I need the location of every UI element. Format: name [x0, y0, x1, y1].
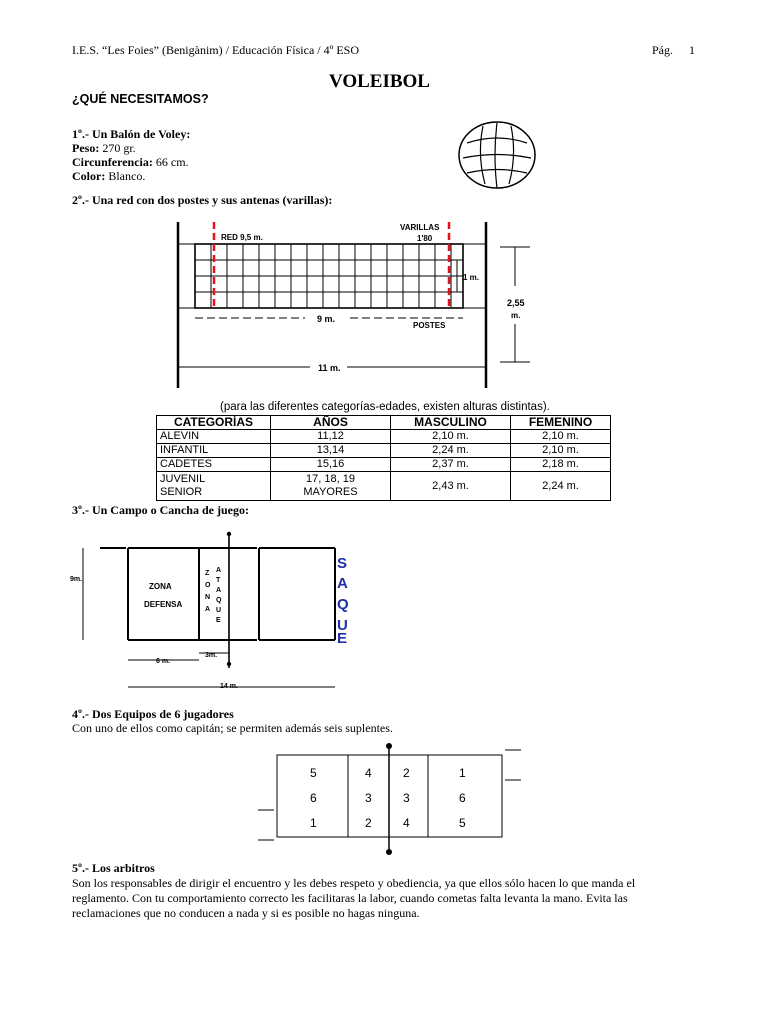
header-anos: AÑOS	[271, 416, 391, 430]
rotation-diagram	[255, 740, 525, 860]
position-cell: 2	[365, 816, 372, 830]
position-cell: 6	[310, 791, 317, 805]
attack-zone-a2: A	[216, 587, 222, 594]
categories-note: (para las diferentes categorías-edades, existen alturas distintas).	[220, 401, 550, 413]
referees-line: reclamaciones que no conducen a nada y si es posible no hagas ninguna.	[72, 906, 420, 920]
table-cell	[157, 472, 271, 501]
attack-zone-o: O	[205, 582, 211, 589]
page-header-left: I.E.S. “Les Foies” (Benigànim) / Educación Física / 4º ESO	[72, 43, 359, 57]
circumference-value: 66 cm.	[152, 155, 189, 169]
table-cell: 2,18 m.	[511, 458, 611, 472]
position-cell: 4	[365, 766, 372, 780]
attack-zone-t: T	[216, 577, 221, 584]
table-cell: INFANTIL	[157, 444, 271, 458]
defense-zone-label-1: ZONA	[149, 582, 172, 591]
teams-text: Con uno de ellos como capitán; se permiten además seis suplentes.	[72, 721, 393, 735]
posts-label: POSTES	[413, 321, 446, 330]
header-masculino: MASCULINO	[391, 416, 511, 430]
categories-table	[156, 415, 611, 501]
table-cell: 2,43 m.	[391, 472, 511, 501]
position-cell: 5	[310, 766, 317, 780]
position-cell: 4	[403, 816, 410, 830]
court-width-label: 9m.	[70, 576, 83, 583]
table-cell: 13,14	[271, 444, 391, 458]
position-cell: 1	[459, 766, 466, 780]
table-cell: CADETES	[157, 458, 271, 472]
table-row	[157, 458, 611, 472]
court-heading: 3º.- Un Campo o Cancha de juego:	[72, 503, 249, 517]
three-meter-label: 3m.	[205, 652, 218, 659]
net-heading: 2º.- Una red con dos postes y sus antenas (varillas):	[72, 193, 333, 207]
table-cell: 2,10 m.	[511, 444, 611, 458]
table-row	[157, 444, 611, 458]
attack-zone-z: Z	[205, 570, 210, 577]
attack-zone-e: E	[216, 617, 221, 624]
varillas-length-label: 1'80	[417, 234, 433, 243]
six-meter-label: 6 m.	[156, 658, 171, 665]
table-cell: 11,12	[271, 430, 391, 444]
attack-zone-n: N	[205, 594, 211, 601]
position-cell: 1	[310, 816, 317, 830]
nine-meter-label: 9 m.	[317, 314, 336, 324]
section-subtitle: ¿QUÉ NECESITAMOS?	[72, 92, 209, 106]
circumference-label: Circunferencia:	[72, 155, 153, 169]
table-cell	[271, 472, 391, 501]
net-height-unit: m.	[511, 311, 521, 320]
attack-zone-a: A	[205, 606, 211, 613]
table-cell: ALEVIN	[157, 430, 271, 444]
years-senior: MAYORES	[303, 486, 358, 498]
court-diagram	[70, 530, 370, 695]
category-senior: SENIOR	[160, 486, 203, 498]
color-label: Color:	[72, 169, 106, 183]
saque-letter-q: Q	[337, 596, 349, 613]
teams-section	[72, 707, 393, 735]
ball-heading: 1º.- Un Balón de Voley:	[72, 127, 191, 141]
table-cell: 15,16	[271, 458, 391, 472]
volleyball-illustration	[455, 118, 540, 193]
table-cell: 2,37 m.	[391, 458, 511, 472]
fourteen-meter-label: 14 m.	[220, 683, 238, 690]
attack-zone-q: Q	[216, 597, 222, 604]
header-categorias: CATEGORÍAS	[157, 416, 271, 430]
saque-letter-s: S	[337, 555, 348, 572]
position-cell: 3	[403, 791, 410, 805]
position-cell: 5	[459, 816, 466, 830]
saque-e: E	[337, 630, 348, 647]
weight-label: Peso:	[72, 141, 100, 155]
attack-zone-a1: A	[216, 567, 222, 574]
one-meter-label: 1 m.	[463, 273, 480, 282]
table-row	[157, 472, 611, 501]
attack-zone-u: U	[216, 607, 222, 614]
header-femenino: FEMENINO	[511, 416, 611, 430]
eleven-meter-label: 11 m.	[318, 363, 341, 373]
table-cell: 2,10 m.	[391, 430, 511, 444]
saque-letter-a: A	[337, 575, 348, 592]
ball-section	[72, 127, 190, 183]
referees-line: reglamento. Con tu comportamiento correcto les facilitaras la labor, cuando cometas falta levanta la mano. Evita las	[72, 891, 628, 905]
table-cell: 2,24 m.	[511, 472, 611, 501]
referees-heading: 5º.- Los arbitros	[72, 861, 155, 875]
category-juvenil: JUVENIL	[160, 473, 206, 485]
table-cell: 2,10 m.	[511, 430, 611, 444]
saque-letter-u: U	[337, 617, 348, 634]
page-title: VOLEIBOL	[329, 71, 430, 92]
table-row	[157, 430, 611, 444]
net-height-label: 2,55	[507, 298, 525, 308]
position-cell: 2	[403, 766, 410, 780]
color-value: Blanco.	[105, 169, 146, 183]
weight-value: 270 gr.	[99, 141, 136, 155]
teams-heading: 4º.- Dos Equipos de 6 jugadores	[72, 707, 234, 721]
net-length-label: RED 9,5 m.	[221, 233, 263, 242]
page-label: Pág.	[652, 43, 673, 57]
referees-line: Son los responsables de dirigir el encuentro y les debes respeto y obediencia, ya que ellos sólo hacen lo que manda el	[72, 876, 636, 890]
referees-section	[72, 861, 712, 921]
defense-zone-label-2: DEFENSA	[144, 600, 183, 609]
position-cell: 6	[459, 791, 466, 805]
net-diagram	[155, 212, 545, 392]
page-number: 1	[689, 43, 695, 57]
varillas-label: VARILLAS	[400, 223, 440, 232]
position-cell: 3	[365, 791, 372, 805]
table-cell: 2,24 m.	[391, 444, 511, 458]
years-juvenil: 17, 18, 19	[306, 473, 355, 485]
